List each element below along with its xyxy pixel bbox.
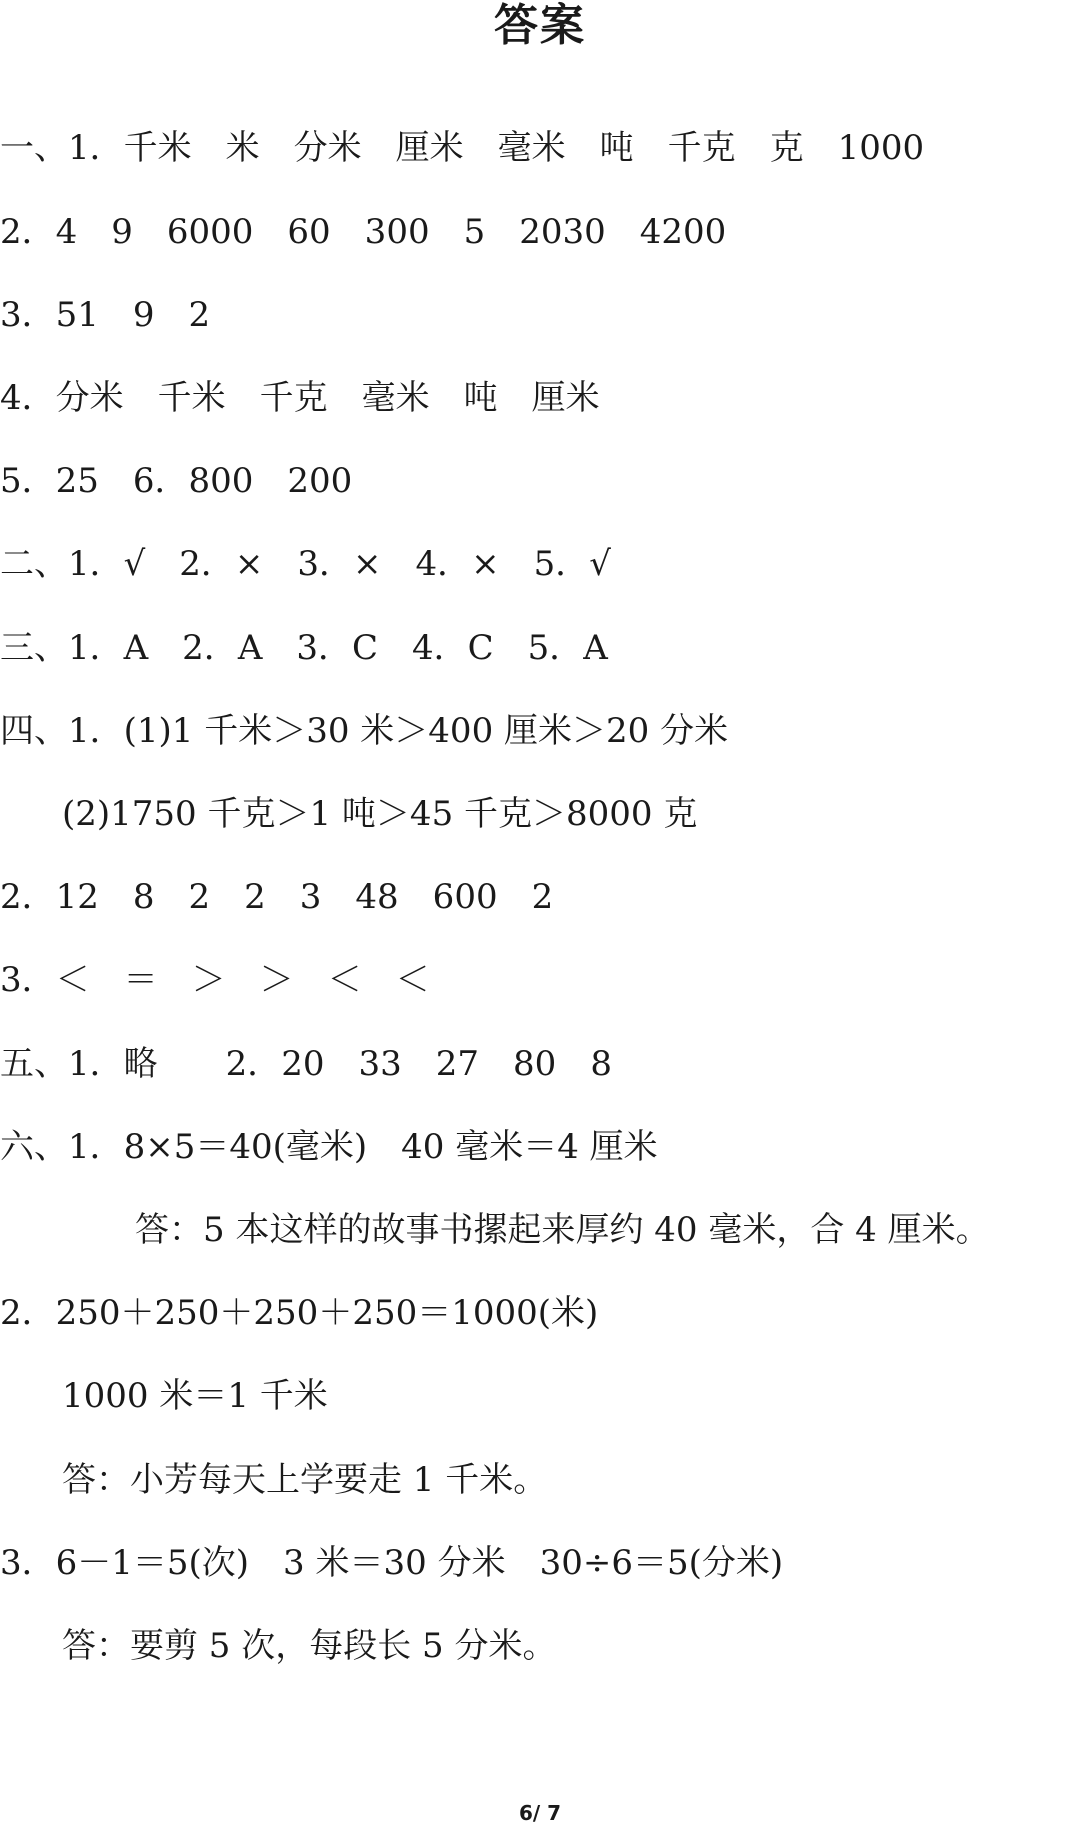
answer-line-1-3: 3．51 9 2 bbox=[0, 295, 211, 335]
answer-line-6-1-reply: 答：5 本这样的故事书摞起来厚约 40 毫米，合 4 厘米。 bbox=[135, 1210, 990, 1250]
answer-line-2: 二、1．√ 2．× 3．× 4．× 5．√ bbox=[0, 544, 611, 584]
answer-line-1-1: 一、1．千米 米 分米 厘米 毫米 吨 千克 克 1000 bbox=[0, 128, 925, 168]
answer-line-6-2: 2．250＋250＋250＋250＝1000(米) bbox=[0, 1293, 599, 1333]
answer-line-6-2-reply: 答：小芳每天上学要走 1 千米。 bbox=[62, 1460, 548, 1500]
answer-line-4-1a: 四、1．(1)1 千米＞30 米＞400 厘米＞20 分米 bbox=[0, 711, 729, 751]
answer-line-3: 三、1．A 2．A 3．C 4．C 5．A bbox=[0, 628, 608, 668]
page-title: 答案 bbox=[494, 0, 586, 51]
answer-line-6-3: 3．6－1＝5(次) 3 米＝30 分米 30÷6＝5(分米) bbox=[0, 1543, 784, 1583]
page-number: 6/ 7 bbox=[518, 1801, 562, 1825]
answer-line-4-3: 3．＜ ＝ ＞ ＞ ＜ ＜ bbox=[0, 960, 430, 1000]
answer-line-6-2-convert: 1000 米＝1 千米 bbox=[62, 1376, 328, 1416]
answer-line-4-2: 2．12 8 2 2 3 48 600 2 bbox=[0, 877, 554, 917]
answer-line-5: 五、1．略 2．20 33 27 80 8 bbox=[0, 1044, 612, 1084]
answer-line-1-2: 2．4 9 6000 60 300 5 2030 4200 bbox=[0, 212, 727, 252]
answer-line-1-5: 5．25 6．800 200 bbox=[0, 461, 353, 501]
answer-line-6-1: 六、1．8×5＝40(毫米) 40 毫米＝4 厘米 bbox=[0, 1127, 658, 1167]
answer-line-4-1b: (2)1750 千克＞1 吨＞45 千克＞8000 克 bbox=[62, 794, 698, 834]
answer-line-1-4: 4．分米 千米 千克 毫米 吨 厘米 bbox=[0, 378, 600, 418]
answer-line-6-3-reply: 答：要剪 5 次，每段长 5 分米。 bbox=[62, 1626, 557, 1666]
